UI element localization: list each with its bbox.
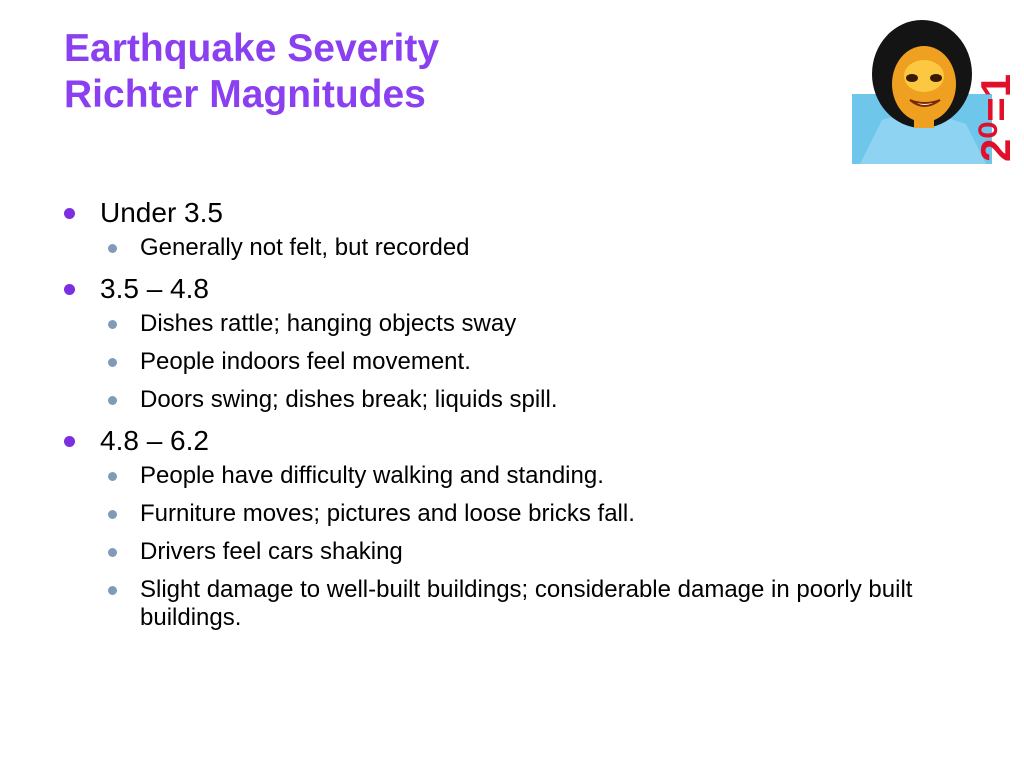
bullet-item-label: 3.5 – 4.8 — [100, 273, 209, 304]
sub-bullet-list — [64, 462, 984, 632]
sub-bullet-item — [64, 348, 984, 376]
slide-title — [64, 26, 439, 118]
sub-bullet-dot-icon — [108, 320, 117, 329]
sub-bullet-item-text: Dishes rattle; hanging objects sway — [140, 310, 517, 337]
bullet-dot-icon — [64, 436, 75, 447]
bullet-item — [64, 424, 984, 458]
sub-bullet-dot-icon — [108, 358, 117, 367]
sub-bullet-item-text: Doors swing; dishes break; liquids spill. — [140, 386, 558, 413]
sub-bullet-item — [64, 462, 984, 490]
sub-bullet-item — [64, 310, 984, 338]
sub-bullet-item-text: People indoors feel movement. — [140, 348, 471, 375]
bullet-item-label: Under 3.5 — [100, 197, 223, 228]
sub-bullet-dot-icon — [108, 244, 117, 253]
sub-bullet-dot-icon — [108, 510, 117, 519]
sub-bullet-item — [64, 234, 984, 262]
bullet-list — [64, 196, 984, 642]
logo — [852, 16, 1018, 164]
sub-bullet-list — [64, 234, 984, 262]
sub-bullet-item-text: Slight damage to well-built buildings; considerable damage in poorly built buildings. — [140, 576, 913, 631]
bullet-dot-icon — [64, 284, 75, 295]
sub-bullet-dot-icon — [108, 548, 117, 557]
sub-bullet-item — [64, 538, 984, 566]
bullet-item-label: 4.8 – 6.2 — [100, 425, 209, 456]
sub-bullet-item — [64, 500, 984, 528]
logo-neck — [914, 116, 934, 128]
sub-bullet-item — [64, 576, 984, 632]
logo-eye-right — [930, 74, 942, 82]
sub-bullet-dot-icon — [108, 396, 117, 405]
slide-title-line-2: Richter Magnitudes — [64, 73, 426, 116]
bullet-item — [64, 196, 984, 230]
bullet-dot-icon — [64, 208, 75, 219]
slide-title-line-1: Earthquake Severity — [64, 27, 440, 70]
sub-bullet-item — [64, 386, 984, 414]
sub-bullet-item-text: Generally not felt, but recorded — [140, 234, 470, 261]
logo-text: 2⁰=1 — [972, 73, 1018, 162]
sub-bullet-dot-icon — [108, 472, 117, 481]
sub-bullet-dot-icon — [108, 586, 117, 595]
sub-bullet-item-text: People have difficulty walking and standing. — [140, 462, 604, 489]
sub-bullet-item-text: Furniture moves; pictures and loose bricks fall. — [140, 500, 635, 527]
sub-bullet-list — [64, 310, 984, 414]
sub-bullet-item-text: Drivers feel cars shaking — [140, 538, 403, 565]
bullet-item — [64, 272, 984, 306]
logo-graphic — [852, 16, 1018, 164]
logo-eye-left — [906, 74, 918, 82]
